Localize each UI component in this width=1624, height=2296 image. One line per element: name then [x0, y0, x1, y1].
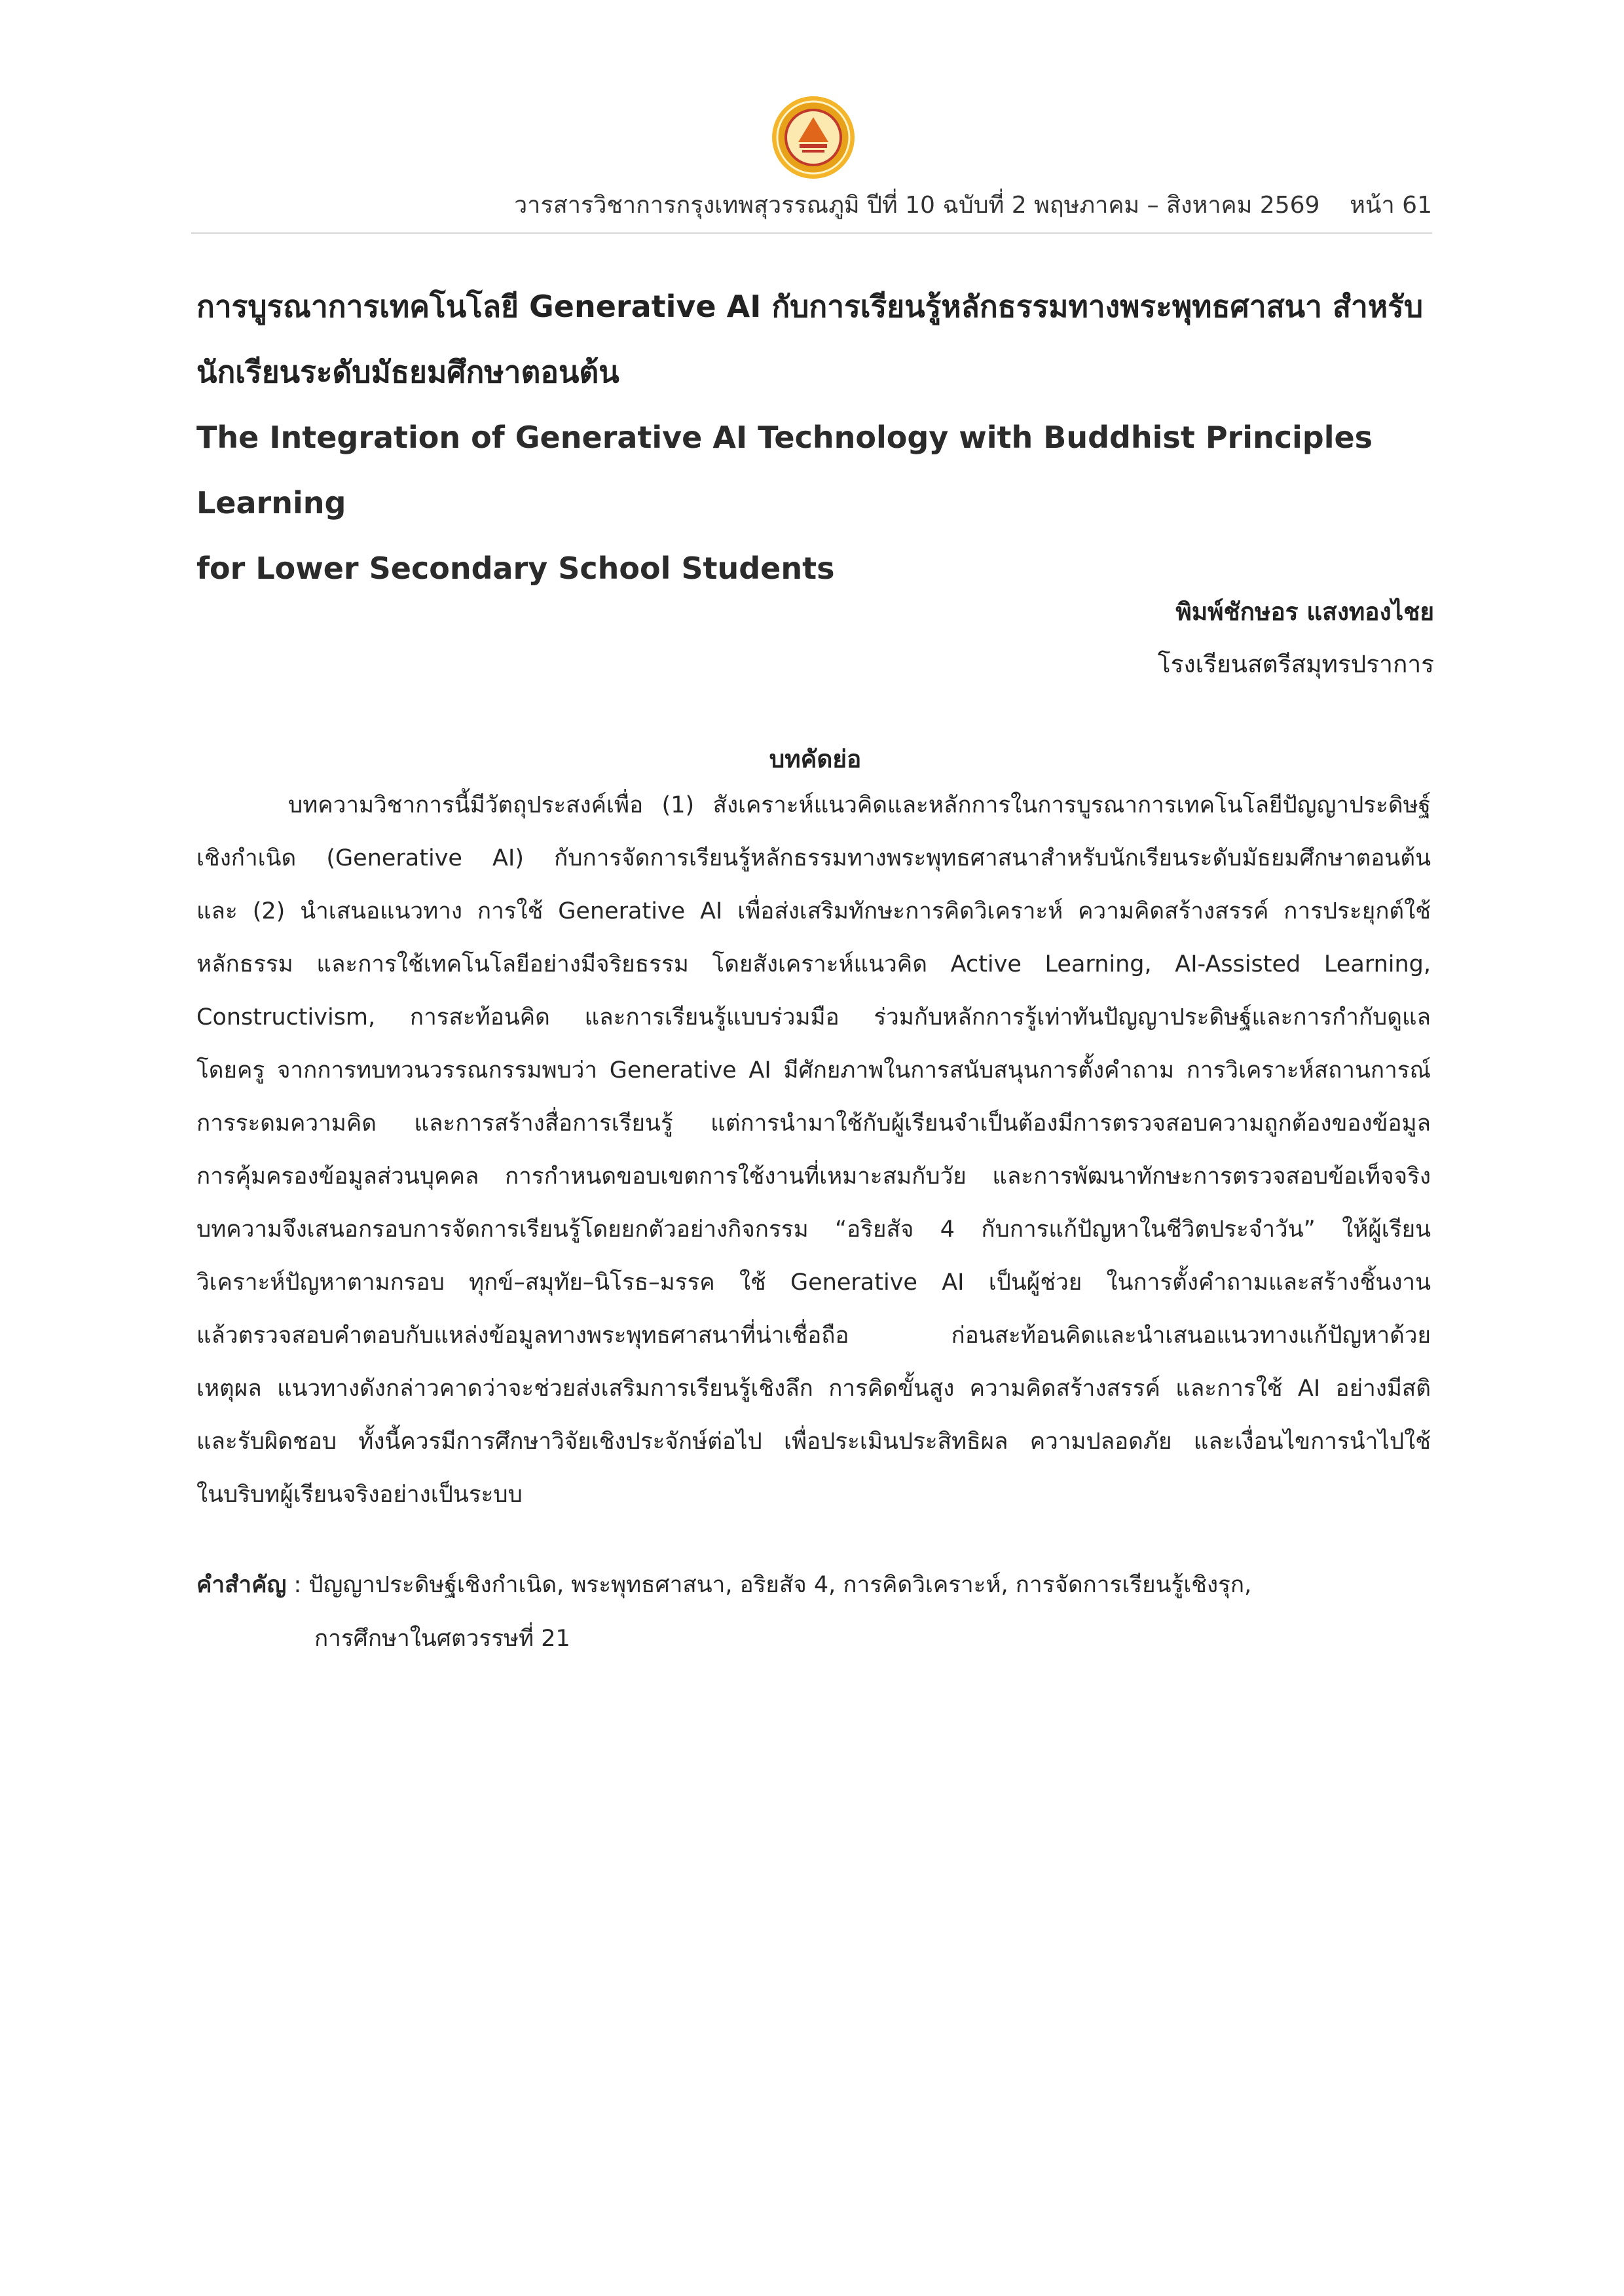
abstract-heading: บทคัดย่อ	[769, 745, 862, 773]
running-header	[191, 186, 1432, 223]
abstract-line: การคุ้มครองข้อมูลส่วนบุคคล การกำหนดขอบเขตการใช้งานที่เหมาะสมกับวัย และการพัฒนาทักษะการตรวจสอบข้อเท็จจริง	[196, 1163, 1431, 1190]
abstract-line: หลักธรรม และการใช้เทคโนโลยีอย่างมีจริยธรรม โดยสังเคราะห์แนวคิด Active Learning, AI-Assisted Learning,	[196, 951, 1431, 977]
header-divider	[191, 232, 1432, 234]
keywords-label: คำสำคัญ	[196, 1572, 287, 1598]
abstract-line: การระดมความคิด และการสร้างสื่อการเรียนรู้ แต่การนำมาใช้กับผู้เรียนจำเป็นต้องมีการตรวจสอบความถูกต้องของข้อมูล	[196, 1110, 1431, 1137]
abstract-line: เหตุผล แนวทางดังกล่าวคาดว่าจะช่วยส่งเสริมการเรียนรู้เชิงลึก การคิดขั้นสูง ความคิดสร้างสรรค์ และการใช้ AI อย่างมีสติ	[196, 1376, 1431, 1402]
title-thai-line-1: การบูรณาการเทคโนโลยี Generative AI กับการเรียนรู้หลักธรรมทางพระพุทธศาสนา สำหรับ	[196, 289, 1424, 324]
abstract-line: แล้วตรวจสอบคำตอบกับแหล่งข้อมูลทางพระพุทธศาสนาที่น่าเชื่อถือ ก่อนสะท้อนคิดและนำเสนอแนวทางแก้ปัญหาด้วย	[196, 1322, 1431, 1349]
journal-issue-line: วารสารวิชาการกรุงเทพสุวรรณภูมิ ปีที่ 10 ฉบับที่ 2 พฤษภาคม – สิงหาคม 2569	[513, 192, 1320, 219]
article-title-block	[196, 274, 1434, 601]
keywords-line-2: การศึกษาในศตวรรษที่ 21	[314, 1626, 570, 1652]
abstract-line: Constructivism, การสะท้อนคิด และการเรียนรู้แบบร่วมมือ ร่วมกับหลักการรู้เท่าทันปัญญาประดิษฐ์และการกำกับดูแล	[196, 1004, 1431, 1030]
keywords-list: ปัญญาประดิษฐ์เชิงกำเนิด, พระพุทธศาสนา, อริยสัจ 4, การคิดวิเคราะห์, การจัดการเรียนรู้เชิงรุก,	[308, 1572, 1252, 1598]
abstract-body	[196, 779, 1431, 1522]
university-seal-icon	[771, 95, 856, 180]
abstract-line: วิเคราะห์ปัญหาตามกรอบ ทุกข์–สมุทัย–นิโรธ–มรรค ใช้ Generative AI เป็นผู้ช่วย ในการตั้งคำถามและสร้างชิ้นงาน	[196, 1269, 1431, 1296]
abstract-line: และ (2) นำเสนอแนวทาง การใช้ Generative AI เพื่อส่งเสริมทักษะการคิดวิเคราะห์ ความคิดสร้างสรรค์ การประยุกต์ใช้	[196, 898, 1431, 924]
title-english-line-1: The Integration of Generative AI Technology with Buddhist Principles Learning	[196, 420, 1373, 520]
title-thai-line-2: นักเรียนระดับมัธยมศึกษาตอนต้น	[196, 354, 619, 390]
abstract-line: ในบริบทผู้เรียนจริงอย่างเป็นระบบ	[196, 1482, 523, 1508]
author-block	[851, 586, 1434, 691]
abstract-line: และรับผิดชอบ ทั้งนี้ควรมีการศึกษาวิจัยเชิงประจักษ์ต่อไป เพื่อประเมินประสิทธิผล ความปลอดภัย และเงื่อนไขการนำไปใช้	[196, 1429, 1431, 1455]
abstract-line: โดยครู จากการทบทวนวรรณกรรมพบว่า Generative AI มีศักยภาพในการสนับสนุนการตั้งคำถาม การวิเคราะห์สถานการณ์	[196, 1057, 1431, 1084]
abstract-line: บทความวิชาการนี้มีวัตถุประสงค์เพื่อ (1) สังเคราะห์แนวคิดและหลักการในการบูรณาการเทคโนโลยีปัญญาประดิษฐ์	[288, 792, 1431, 818]
page-number: หน้า 61	[1350, 192, 1432, 219]
title-english-line-2: for Lower Secondary School Students	[196, 551, 835, 586]
abstract-line: เชิงกำเนิด (Generative AI) กับการจัดการเรียนรู้หลักธรรมทางพระพุทธศาสนาสำหรับนักเรียนระดับมัธยมศึกษาตอนต้น	[196, 845, 1431, 871]
keywords-separator: :	[286, 1572, 309, 1598]
author-affiliation: โรงเรียนสตรีสมุทรปราการ	[1157, 650, 1434, 678]
keywords-block	[196, 1558, 1434, 1666]
keywords-line-1	[196, 1558, 1434, 1612]
author-name: พิมพ์ชักษอร แสงทองไชย	[1175, 598, 1434, 626]
abstract-line: บทความจึงเสนอกรอบการจัดการเรียนรู้โดยยกตัวอย่างกิจกรรม “อริยสัจ 4 กับการแก้ปัญหาในชีวิตประจำวัน” ให้ผู้เรียน	[196, 1216, 1431, 1243]
